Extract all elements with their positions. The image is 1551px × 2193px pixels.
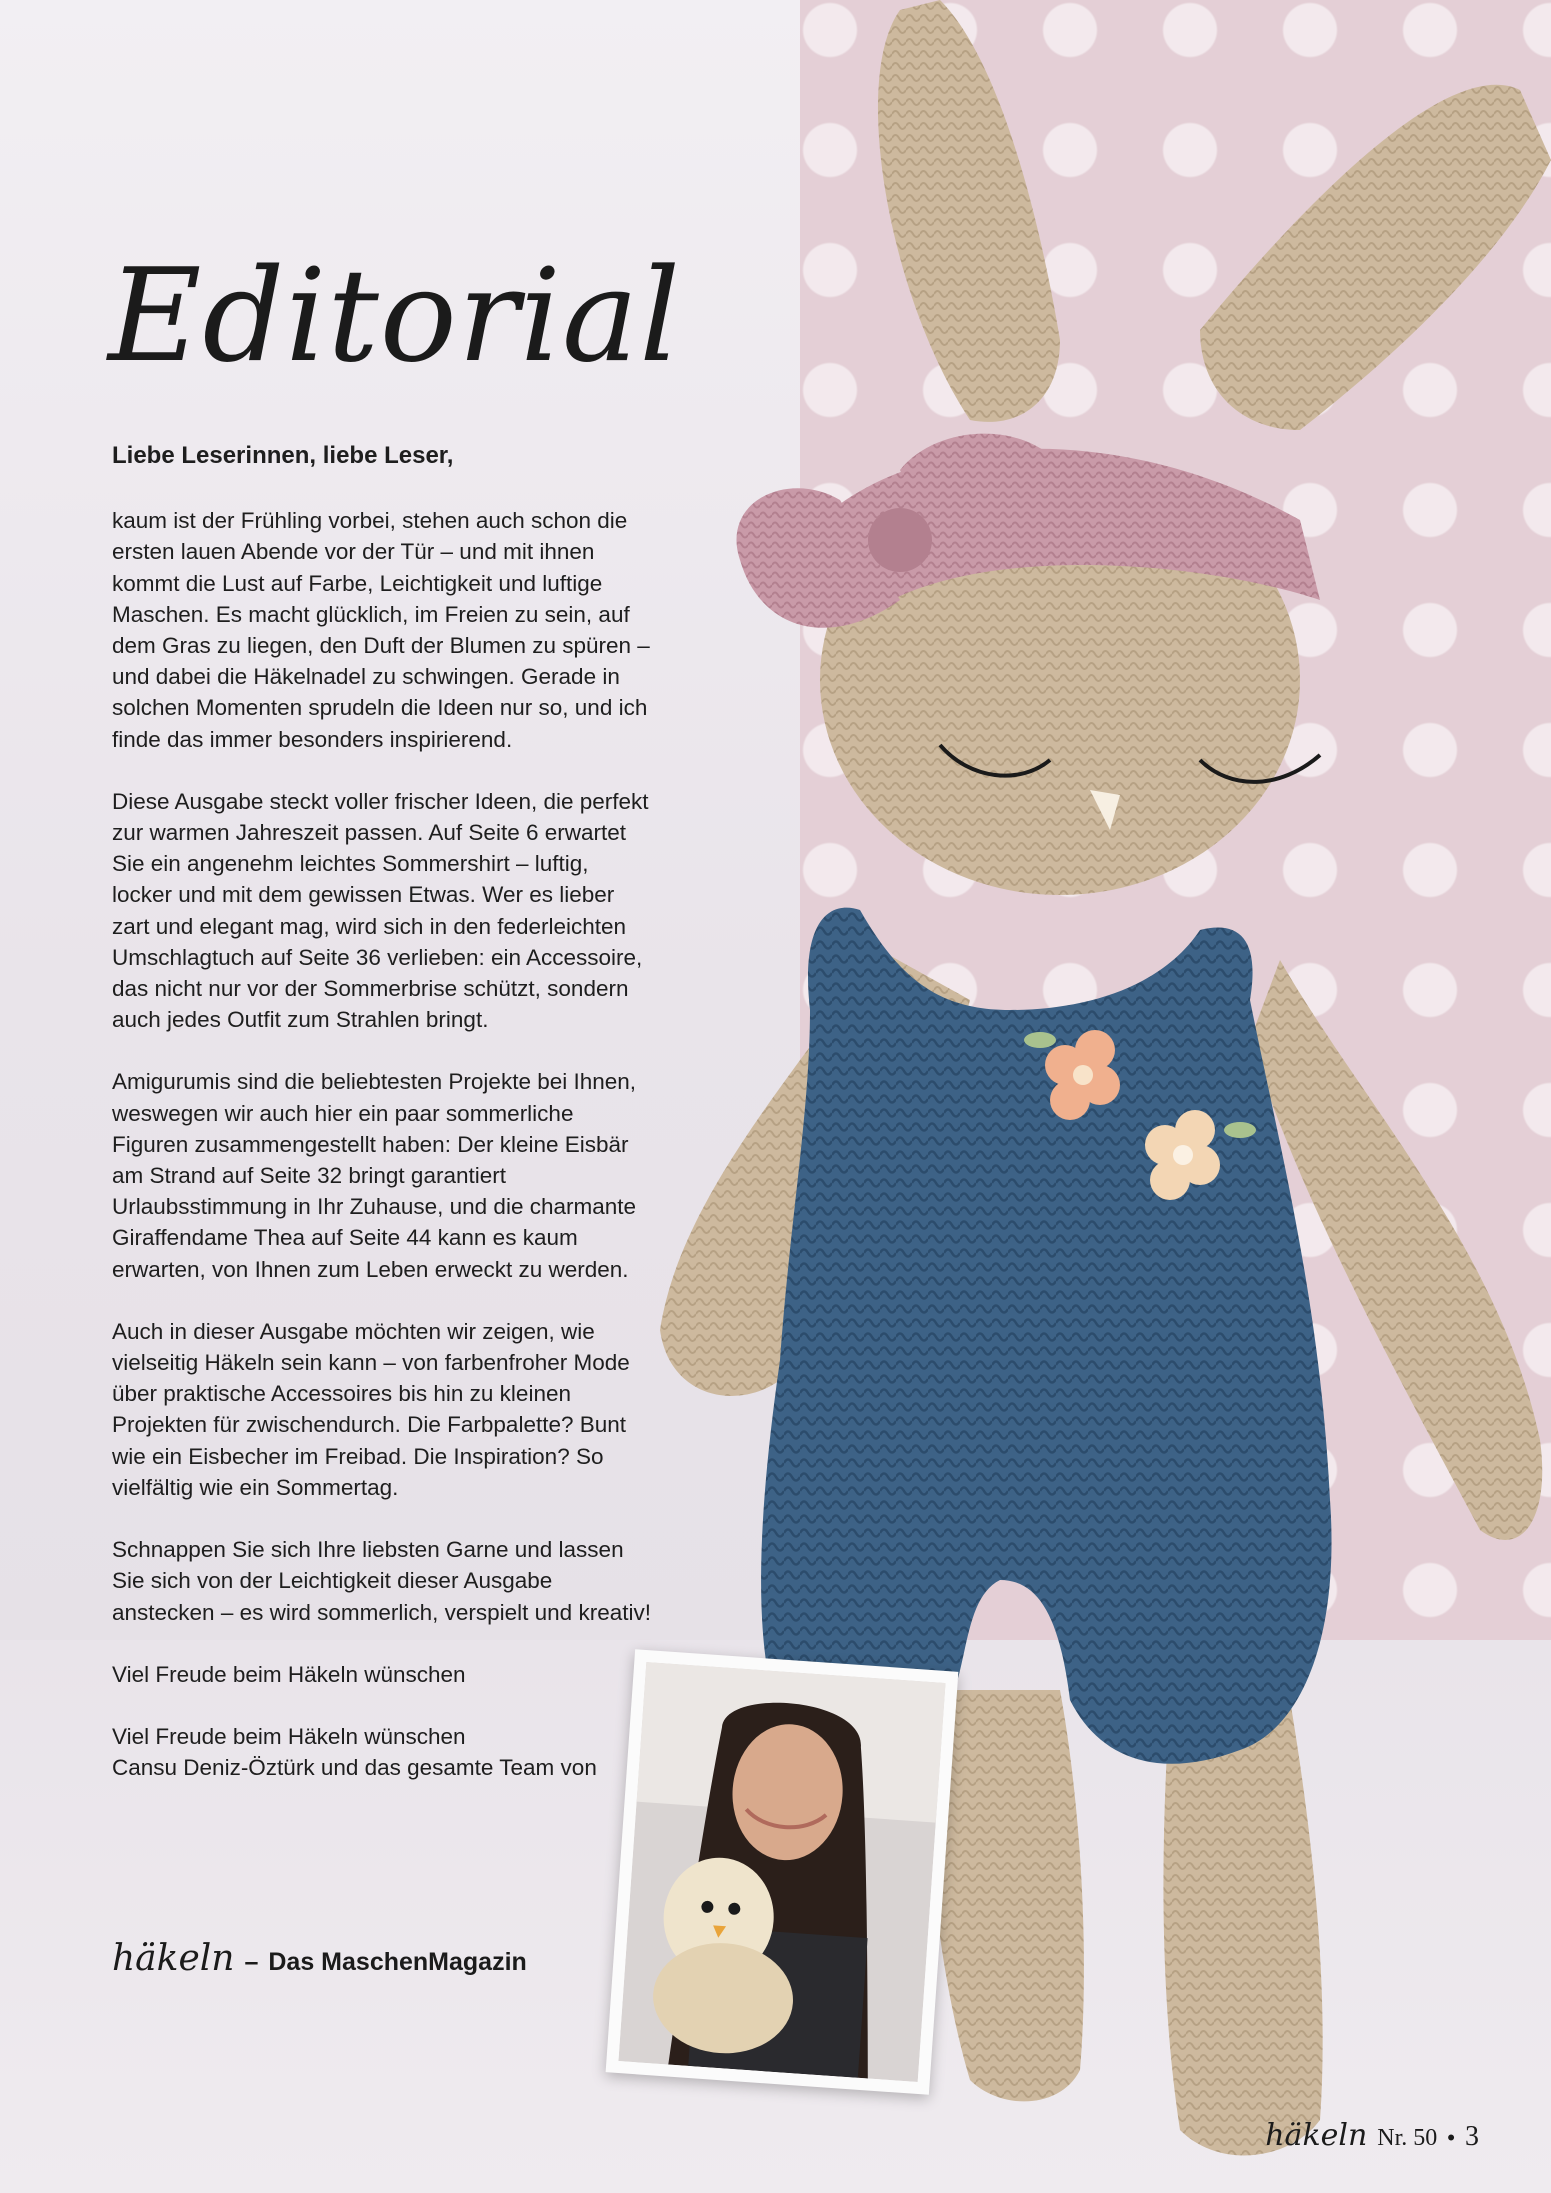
brand-dash: – <box>244 1948 259 1976</box>
footer-bullet: • <box>1447 2125 1455 2150</box>
paragraph-3: Amigurumis sind die beliebtesten Projekte bei Ihnen, weswegen wir auch hier ein paar sommerliche Figuren zusammengestellt haben: Der kleine Eisbär am Strand auf Seite 32 bringt garantiert Urlaubsstimmung in Ihr Zuhause, und die charmante Giraffendame Thea auf Seite 44 kann es kaum erwarten, von Ihnen zum Leben erweckt zu werden. <box>112 1069 637 1282</box>
paragraph-5: Schnappen Sie sich Ihre liebsten Garne und lassen Sie sich von der Leichtigkeit dieser Ausgabe anstecken – es wird sommerlich, verspielt und kreativ! <box>112 1537 651 1625</box>
signature-names: Cansu Deniz-Öztürk und das gesamte Team von <box>112 1755 597 1781</box>
editor-portrait-photo <box>606 1649 959 2095</box>
magazine-brand-signature <box>112 1938 672 1979</box>
bunny-bow-knot <box>868 508 932 572</box>
editorial-text <box>112 440 652 1783</box>
paragraph-1: kaum ist der Frühling vorbei, stehen auch schon die ersten lauen Abende vor der Tür – und mit ihnen kommt die Lust auf Farbe, Leichtigkeit und luftige Maschen. Es macht glücklich, im Freien zu sein, auf dem Gras zu liegen, den Duft der Blumen zu spüren – und dabei die Häkelnadel zu schwingen. Gerade in solchen Momenten sprudeln die Ideen nur so, und ich finde das immer besonders inspirierend. <box>112 508 650 752</box>
page-footer <box>1265 2118 1479 2153</box>
footer-brand-logo: häkeln <box>1265 2118 1368 2153</box>
footer-issue-number: Nr. 50 <box>1377 2125 1438 2151</box>
paragraph-4: Auch in dieser Ausgabe möchten wir zeigen, wie vielseitig Häkeln sein kann – von farbenfroher Mode über praktische Accessoires bis hin zu kleinen Projekten für zwischendurch. Die Farbpalette? Bunt wie ein Eisbecher im Freibad. Die Inspiration? So vielfältig wie ein Sommertag. <box>112 1318 630 1500</box>
bunny-leg-right <box>1163 1700 1322 2155</box>
bunny-ear-left <box>878 0 1060 422</box>
brand-name: Das MaschenMagazin <box>268 1948 527 1976</box>
editor-portrait-image <box>618 1662 945 2082</box>
salutation: Liebe Leserinnen, liebe Leser, <box>112 442 454 469</box>
page-title: Editorial <box>108 242 682 391</box>
closing-line-1: Viel Freude beim Häkeln wünschen <box>112 1661 466 1687</box>
paragraph-2: Diese Ausgabe steckt voller frischer Ideen, die perfekt zur warmen Jahreszeit passen. Auf Seite 6 erwartet Sie ein angenehm leichtes Sommershirt – luftig, locker und mit dem gewissen Etwas. Wer es lieber zart und elegant mag, wird sich in den federleichten Umschlagtuch auf Seite 36 verlieben: ein Accessoire, das nicht nur vor der Sommerbrise schützt, sondern auch jedes Outfit zum Strahlen bringt. <box>112 788 649 1033</box>
brand-logo-script: häkeln <box>112 1938 235 1979</box>
closing-line-2: Viel Freude beim Häkeln wünschen <box>112 1723 466 1749</box>
bunny-ear-right <box>1200 85 1551 430</box>
page-number: 3 <box>1465 2121 1479 2152</box>
